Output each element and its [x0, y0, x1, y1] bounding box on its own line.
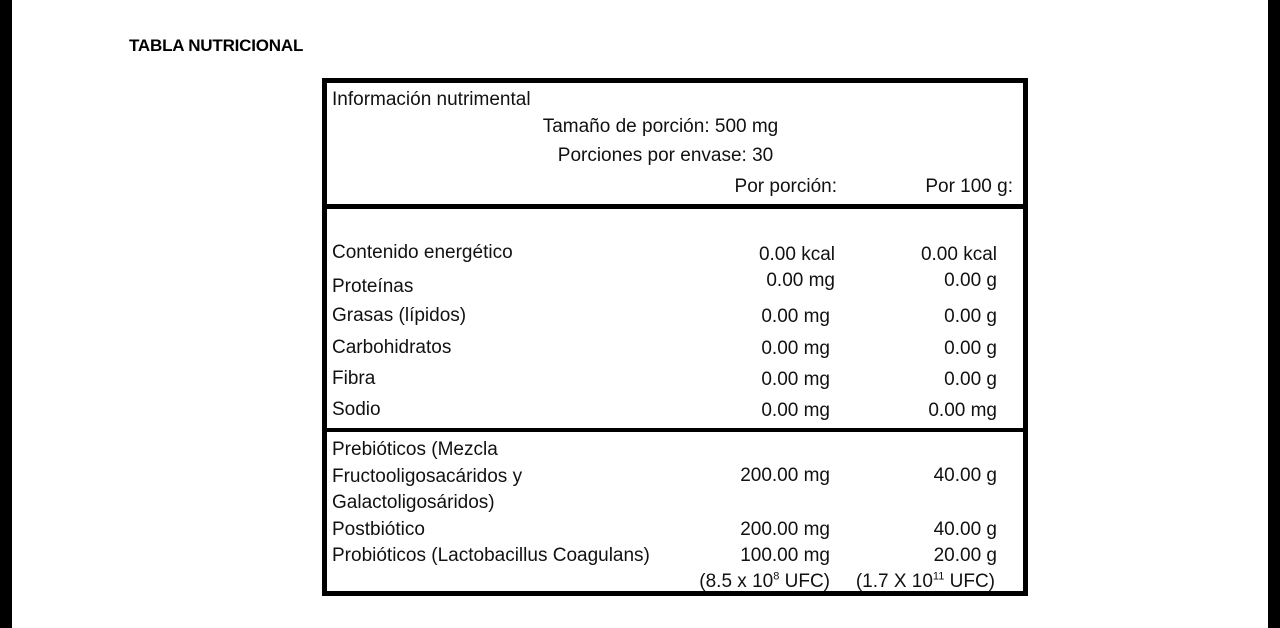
nutrients-divider	[327, 428, 1023, 432]
postbiotic-per-serving: 200.00 mg	[740, 519, 830, 540]
ufc-prefix: (1.7 X 10	[855, 571, 933, 592]
ufc-exponent: 8	[773, 570, 780, 583]
prebiotics-per-100g: 40.00 g	[933, 465, 997, 486]
prebiotics-name-line: Galactoligosáridos)	[332, 492, 495, 513]
nutrient-name: Sodio	[332, 399, 381, 420]
nutrient-name: Contenido energético	[332, 242, 513, 263]
nutrient-name: Proteínas	[332, 276, 414, 297]
page	[12, 0, 1268, 628]
nutrient-per-serving: 0.00 mg	[761, 369, 830, 390]
serving-size: Tamaño de porción: 500 mg	[542, 116, 779, 137]
nutrient-per-serving: 0.00 kcal	[758, 244, 835, 265]
nutrient-per-100g: 0.00 g	[944, 270, 997, 291]
nutrient-per-serving: 0.00 mg	[761, 306, 830, 327]
nutrient-per-100g: 0.00 g	[944, 306, 997, 327]
nutrient-per-serving: 0.00 mg	[766, 270, 835, 291]
nutrient-per-serving: 0.00 mg	[761, 400, 830, 421]
prebiotics-per-serving: 200.00 mg	[740, 465, 830, 486]
nutrient-per-100g: 0.00 kcal	[920, 244, 997, 265]
servings-per-container: Porciones por envase: 30	[557, 145, 774, 166]
column-header-per-serving: Por porción:	[734, 176, 837, 197]
nutrient-per-100g: 0.00 g	[944, 369, 997, 390]
column-header-per-100g: Por 100 g:	[925, 176, 1013, 197]
table-title: Información nutrimental	[332, 89, 531, 110]
postbiotic-name: Postbiótico	[332, 519, 425, 540]
nutrient-name: Carbohidratos	[332, 337, 452, 358]
probiotics-ufc-per-100g	[825, 571, 995, 593]
ufc-exponent: 11	[932, 570, 945, 583]
probiotics-per-100g: 20.00 g	[933, 545, 997, 566]
page-heading: TABLA NUTRICIONAL	[129, 36, 304, 55]
postbiotic-per-100g: 40.00 g	[933, 519, 997, 540]
probiotics-per-serving: 100.00 mg	[740, 545, 830, 566]
header-divider	[327, 204, 1023, 209]
nutrient-name: Grasas (lípidos)	[332, 305, 467, 326]
nutrient-per-100g: 0.00 mg	[928, 400, 997, 421]
ufc-suffix: UFC)	[944, 571, 995, 592]
prebiotics-name-line: Prebióticos (Mezcla	[332, 439, 498, 460]
nutrient-name: Fibra	[332, 368, 376, 389]
nutrient-per-100g: 0.00 g	[944, 338, 997, 359]
nutrient-per-serving: 0.00 mg	[761, 338, 830, 359]
prebiotics-name-line: Fructooligosacáridos y	[332, 466, 523, 487]
probiotics-ufc-per-serving	[670, 571, 830, 593]
ufc-suffix: UFC)	[779, 571, 830, 592]
probiotics-name: Probióticos (Lactobacillus Coagulans)	[332, 545, 650, 566]
nutrition-table	[322, 78, 1028, 596]
ufc-prefix: (8.5 x 10	[699, 571, 774, 592]
